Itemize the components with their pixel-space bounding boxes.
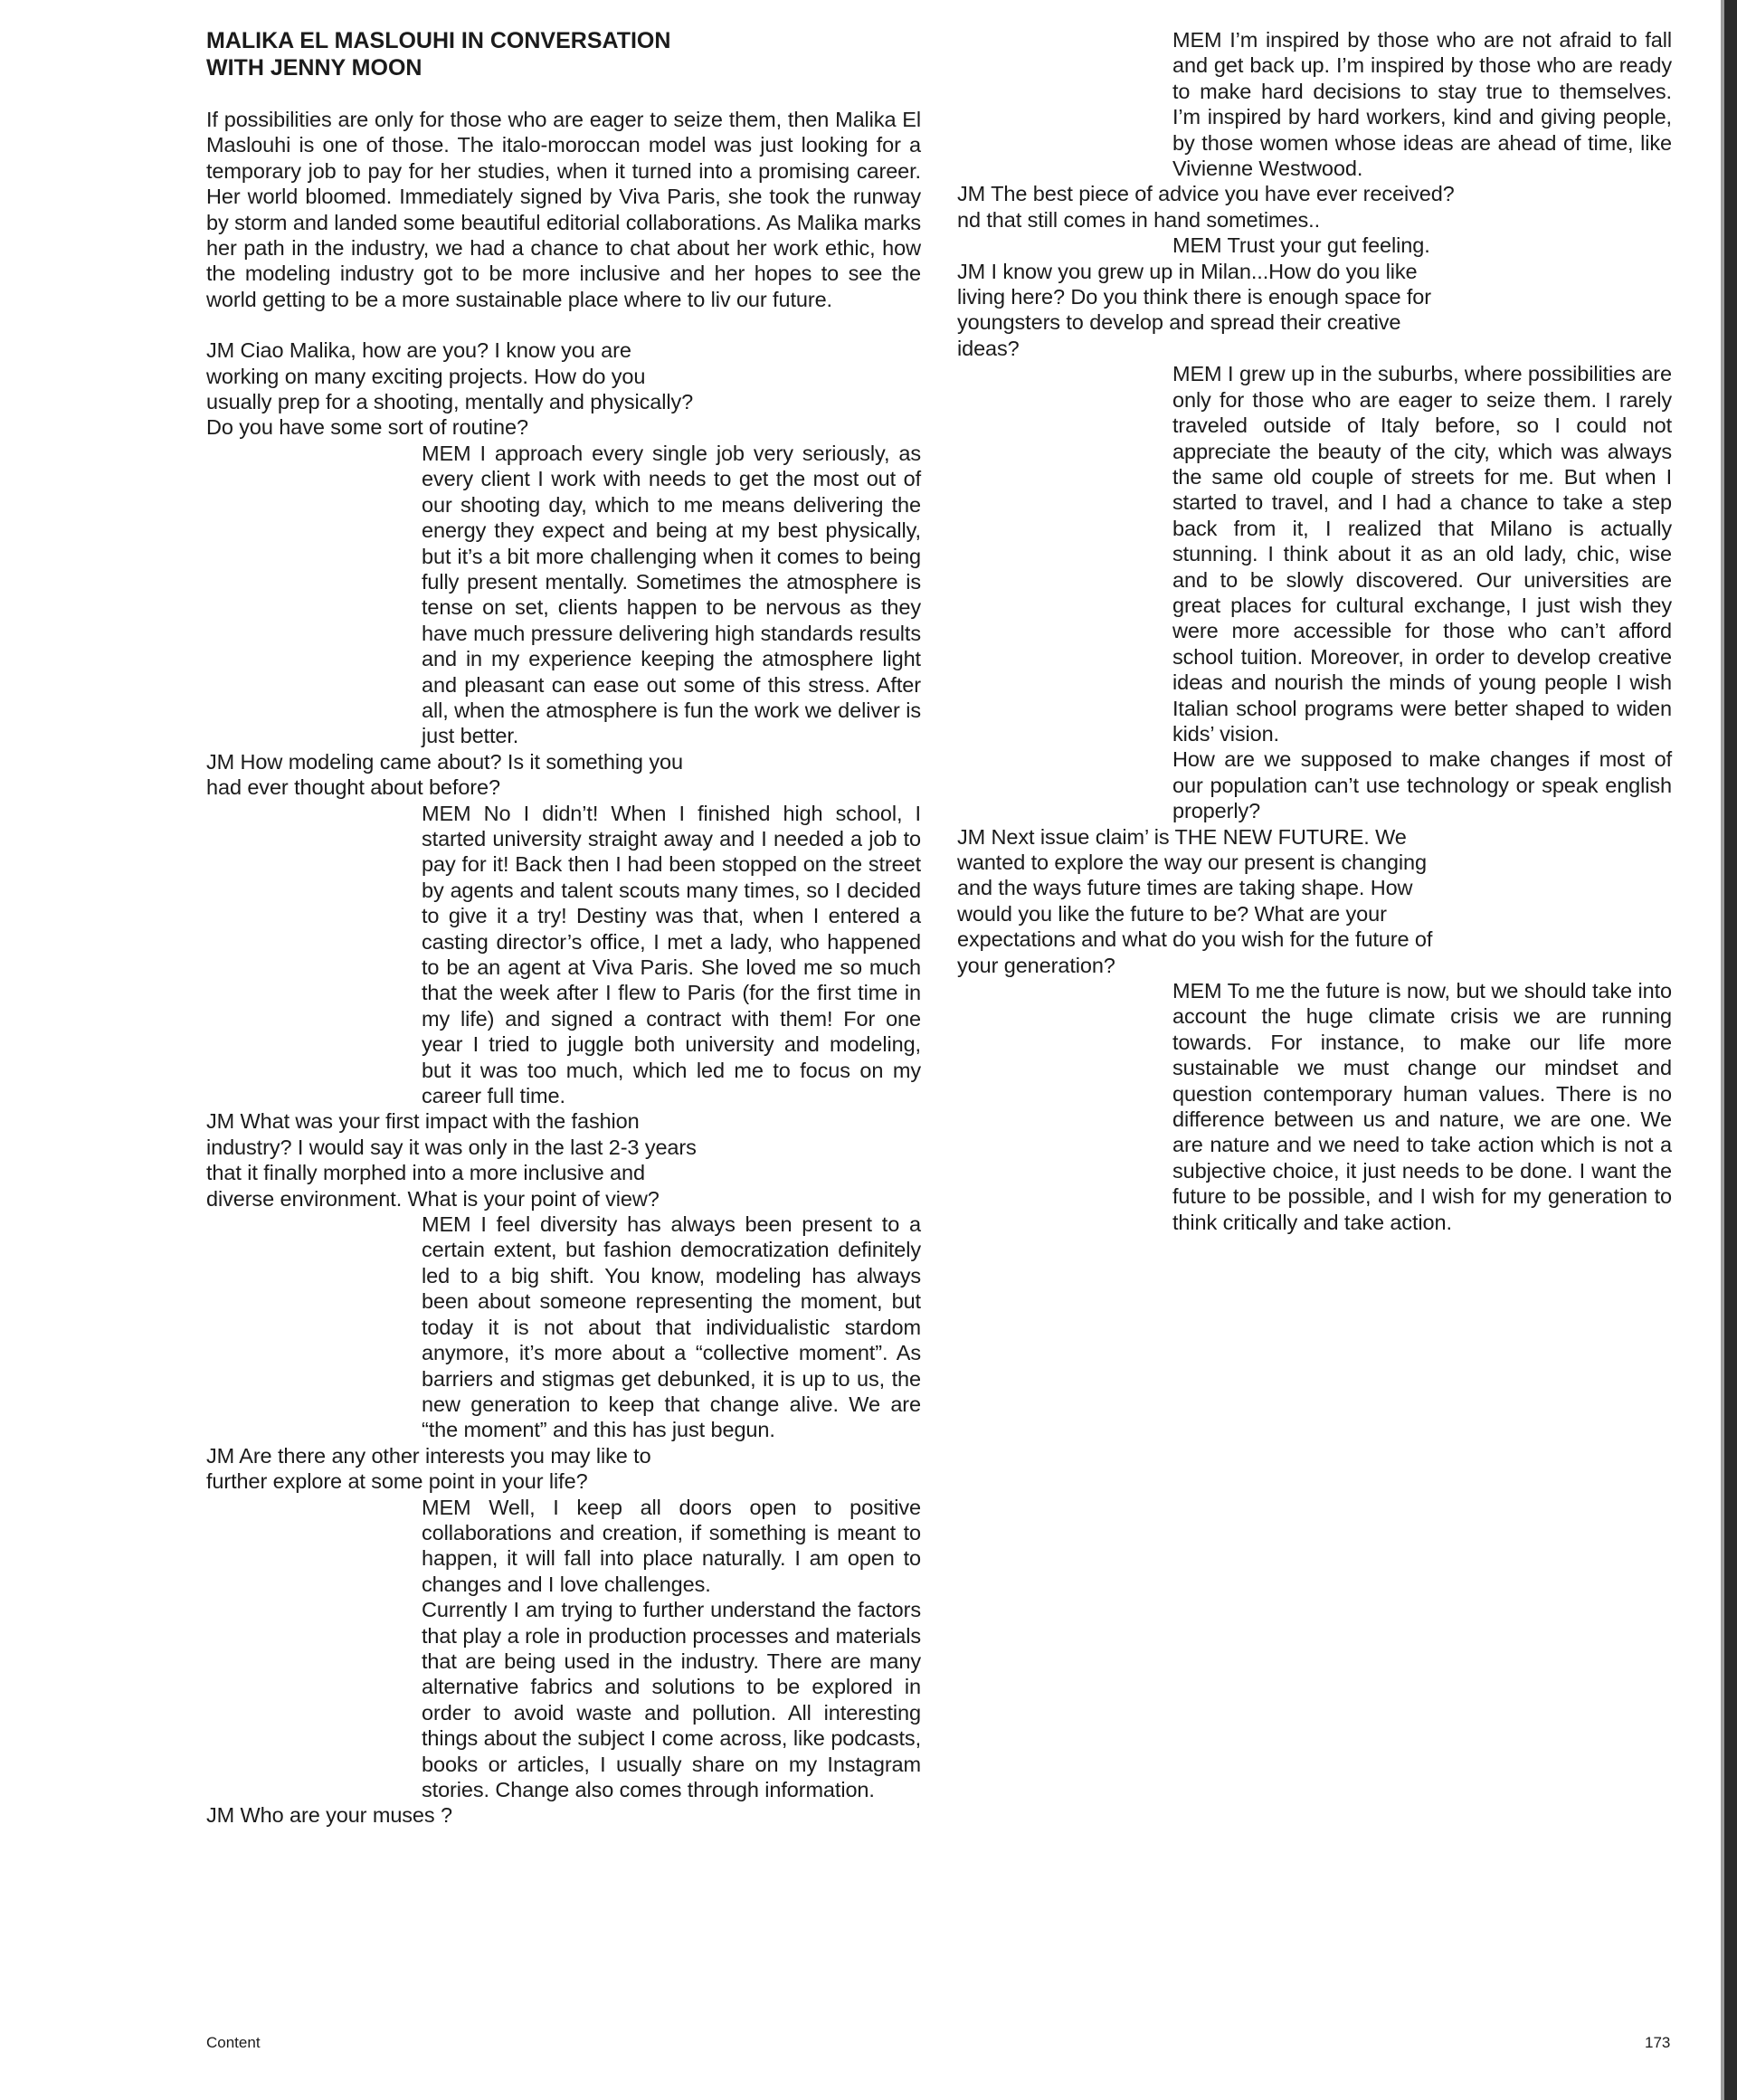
article-title [206,27,975,81]
page-number: 173 [1645,2034,1671,2051]
answer-muses: MEM I’m inspired by those who are not afraid to fall and get back up. I’m inspired by those who are ready to make hard decisions to stay true to themselves. I’m inspired by hard workers, kind and giving people, by those women whose ideas are ahead of time, like Vivienne Westwood. [1172,28,1672,181]
question-best-advice: JM The best piece of advice you have ever received? nd that still comes in hand sometimes.. [957,182,1455,232]
answer-milan: MEM I grew up in the suburbs, where possibilities are only for those who are eager to seize them. I rarely traveled outside of Italy before, so I could not appreciate the beauty of the city, which was always the same old couple of streets for me. But when I started to travel, and I had a chance to take a step back from it, I realized that Milano is actually stunning. I think about it as an old lady, chic, wise and to be slowly discovered. Our universities are great places for cultural exchange, I just wish they were more accessible for those who can’t afford school tuition. Moreover, in order to develop creative ideas and nourish the minds of young people I wish Italian school programs were better shaped to widen kids’ vision. [1172,362,1672,746]
answer-modeling-start: MEM No I didn’t! When I finished high school, I started university straight away and I needed a job to pay for it! Back then I had been stopped on the street by agents and talent scouts many times, so I decided to give it a try! Destiny was that, when I entered a casting director’s office, I met a lady, who happened to be an agent at Viva Paris. She loved me so much that the week after I flew to Paris (for the first time in my life) and signed a contract with them! For one year I tried to juggle both university and modeling, but it was too much, which led me to focus on my career full time. [422,801,921,1108]
title-line-2: WITH JENNY MOON [206,55,422,81]
answer-new-future: MEM To me the future is now, but we should take into account the huge climate crisis we are running towards. For instance, to make our life more sustainable we must change our mindset and question contemporary human values. There is no difference between us and nature, we are one. We are nature and we need to take action which is not a subjective choice, it just needs to be done. I want the future to be possible, and I wish for my generation to think critically and take action. [1172,979,1672,1234]
right-column [957,27,1726,1235]
question-muses: JM Who are your muses ? [206,1803,452,1828]
intro-paragraph: If possibilities are only for those who are eager to seize them, then Malika El Maslouhi is one of those. The italo-moroccan model was just looking for a temporary job to pay for her studies, when it turned into a promising career. Her world bloomed. Immediately signed by Viva Paris, she took the runway by storm and landed some beautiful editorial collaborations. As Malika marks her path in the industry, we had a chance to chat about her work ethic, how the modeling industry got to be more inclusive and her hopes to see the world getting to be a more sustainable place where to liv our future. [206,108,921,311]
answer-fashion-industry: MEM I feel diversity has always been present to a certain extent, but fashion democratization definitely led to a big shift. You know, modeling has always been about someone representing the moment, but today it is not about that individualistic stardom anymore, it’s more about a “collective moment”. As barriers and stigmas get debunked, it is up to us, the new generation to keep that change alive. We are “the moment” and this has just begun. [422,1212,921,1442]
question-routine: JM Ciao Malika, how are you? I know you are working on many exciting projects. How do you usually prep for a shooting, mentally and physically? Do you have some sort of routine? [206,338,694,440]
answer-other-interests-continued: Currently I am trying to further understand the factors that play a role in production processes and materials that are being used in the industry. There are many alternative fabrics and solutions to be explored in order to avoid waste and pollution. All interesting things about the subject I come across, like podcasts, books or articles, I usually share on my Instagram stories. Change also comes through information. [422,1598,921,1801]
title-line-1: MALIKA EL MASLOUHI IN CONVERSATION [206,28,671,53]
footer-section-label: Content [206,2034,261,2051]
answer-milan-continued: How are we supposed to make changes if most of our population can’t use technology or speak english properly? [1172,747,1672,823]
left-column [206,27,975,1829]
page-edge-shadow [1724,0,1737,2100]
answer-best-advice: MEM Trust your gut feeling. [1172,233,1430,258]
question-other-interests: JM Are there any other interests you may like to further explore at some point in your life? [206,1443,651,1494]
question-fashion-industry: JM What was your first impact with the fashion industry? I would say it was only in the last 2-3 years that it finally morphed into a more inclusive and diverse environment. What is your point of view? [206,1109,697,1211]
question-modeling-start: JM How modeling came about? Is it something you had ever thought about before? [206,749,683,800]
question-milan: JM I know you grew up in Milan...How do you like living here? Do you think there is enough space for youngsters to develop and spread their creative ideas? [957,259,1431,360]
answer-routine: MEM I approach every single job very seriously, as every client I work with needs to get the most out of our shooting day, which to me means delivering the energy they expect and being at my best physically, but it’s a bit more challenging when it comes to being fully present mentally. Sometimes the atmosphere is tense on set, clients happen to be nervous as they have much pressure delivering high standards results and in my experience keeping the atmosphere light and pleasant can ease out some of this stress. After all, when the atmosphere is fun the work we deliver is just better. [422,441,921,748]
answer-other-interests: MEM Well, I keep all doors open to positive collaborations and creation, if something is meant to happen, it will fall into place naturally. I am open to changes and I love challenges. [422,1495,921,1596]
question-new-future: JM Next issue claim’ is THE NEW FUTURE. We wanted to explore the way our present is changing and the ways future times are taking shape. How would you like the future to be? What are your expectations and what do you wish for the future of your generation? [957,824,1433,977]
